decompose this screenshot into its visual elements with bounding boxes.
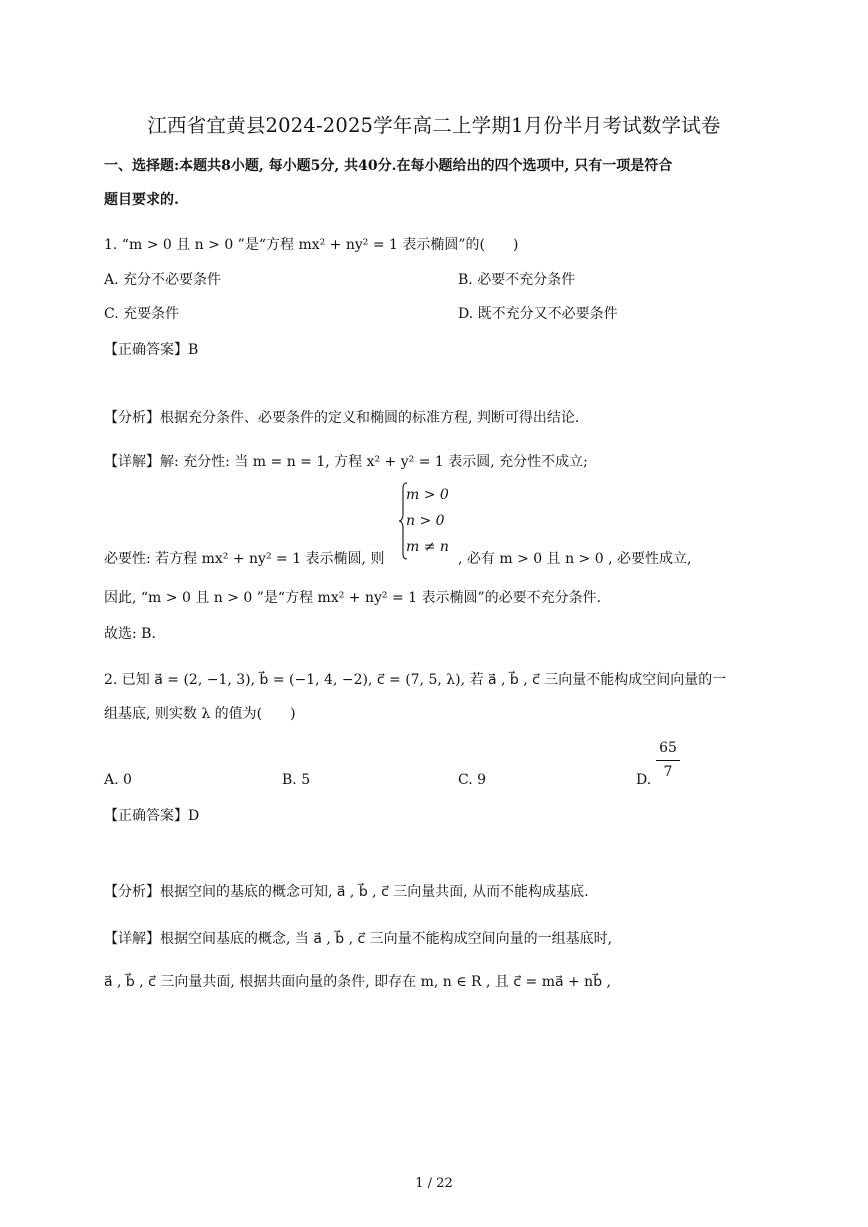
equation-system <box>398 482 458 560</box>
fraction-bar <box>656 760 680 761</box>
q2-stem-line1: 2. 已知 a⃗ = (2, −1, 3), b⃗ = (−1, 4, −2), c⃗ = (7, 5, λ), 若 a⃗ , b⃗ , c⃗ 三向量不能构成空间向量的一 <box>104 672 727 688</box>
q2-analysis: 【分析】根据空间的基底的概念可知, a⃗ , b⃗ , c⃗ 三向量共面, 从而不能构成基底. <box>104 884 589 900</box>
q1-detail-3: 因此, “m > 0 且 n > 0 ”是“方程 mx² + ny² = 1 表示椭圆”的必要不充分条件. <box>104 590 602 606</box>
q1-analysis: 【分析】根据充分条件、必要条件的定义和椭圆的标准方程, 判断可得出结论. <box>104 410 580 426</box>
section-heading-line2: 题目要求的. <box>104 192 179 208</box>
q1-option-c: C. 充要条件 <box>104 306 180 322</box>
page-number: 1 / 22 <box>415 1176 453 1191</box>
section-heading-line1: 一、选择题:本题共8小题, 每小题5分, 共40分.在每小题给出的四个选项中, 只有一项是符合 <box>104 158 673 174</box>
q1-option-d: D. 既不充分又不必要条件 <box>458 306 618 322</box>
fraction-numerator: 65 <box>659 740 677 756</box>
q1-detail-2-post: , 必有 m > 0 且 n > 0 , 必要性成立, <box>458 551 692 567</box>
q2-stem-line2: 组基底, 则实数 λ 的值为( ) <box>104 706 296 722</box>
system-row-1: m > 0 <box>406 487 449 503</box>
system-row-2: n > 0 <box>406 513 445 529</box>
q2-option-c: C. 9 <box>458 772 487 788</box>
q2-option-d-label: D. <box>636 772 652 788</box>
q1-stem: 1. “m > 0 且 n > 0 ”是“方程 mx² + ny² = 1 表示椭圆”的( ) <box>104 237 519 253</box>
q2-option-b: B. 5 <box>282 772 311 788</box>
q2-detail-2: a⃗ , b⃗ , c⃗ 三向量共面, 根据共面向量的条件, 即存在 m, n ∈ R , 且 c⃗ = ma⃗ + nb⃗ , <box>104 974 611 990</box>
q1-option-a: A. 充分不必要条件 <box>104 272 222 288</box>
q1-option-b: B. 必要不充分条件 <box>458 272 576 288</box>
q2-detail-1: 【详解】根据空间基底的概念, 当 a⃗ , b⃗ , c⃗ 三向量不能构成空间向量的一组基底时, <box>104 931 613 947</box>
q1-detail-2-pre: 必要性: 若方程 mx² + ny² = 1 表示椭圆, 则 <box>104 551 385 567</box>
system-row-3: m ≠ n <box>406 539 449 555</box>
q1-conclusion: 故选: B. <box>104 626 156 642</box>
q2-option-d-fraction <box>656 738 680 781</box>
q2-answer: 【正确答案】D <box>104 808 200 824</box>
q1-answer: 【正确答案】B <box>104 342 199 358</box>
q1-detail-1: 【详解】解: 充分性: 当 m = n = 1, 方程 x² + y² = 1 表示圆, 充分性不成立; <box>104 454 588 470</box>
fraction-denominator: 7 <box>663 764 673 780</box>
page-title: 江西省宜黄县2024-2025学年高二上学期1月份半月考试数学试卷 <box>147 114 721 137</box>
q2-option-a: A. 0 <box>104 772 132 788</box>
